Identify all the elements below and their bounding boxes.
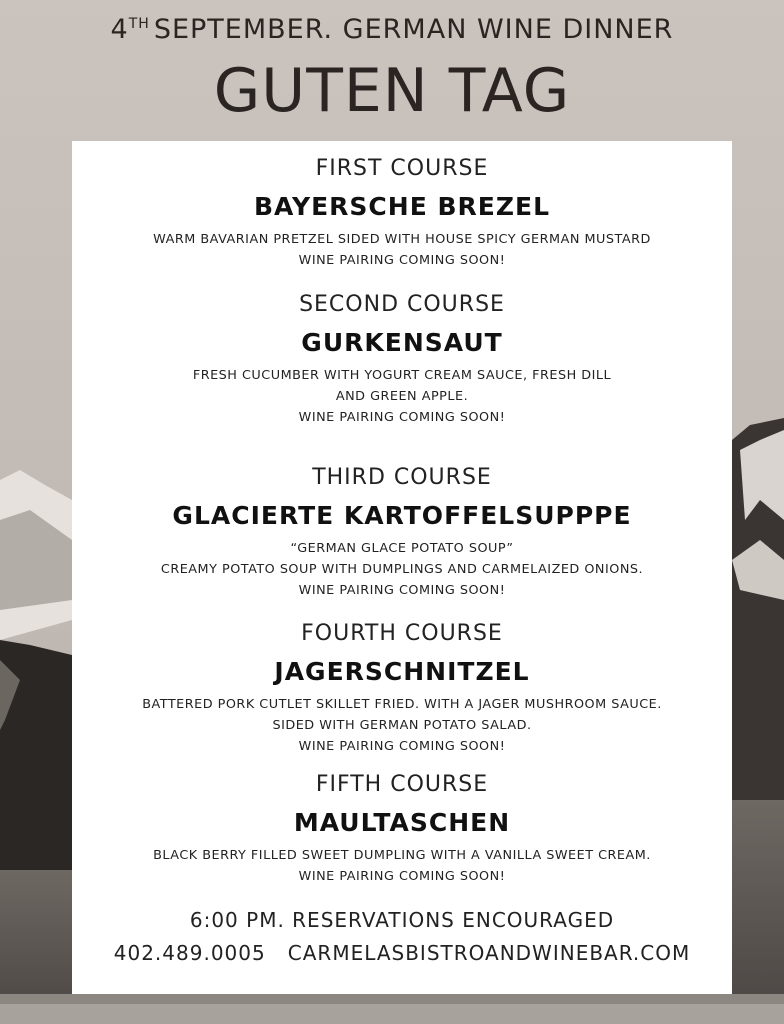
menu-card xyxy=(72,141,732,994)
course-5 xyxy=(72,771,732,887)
course-label: THIRD COURSE xyxy=(312,465,492,490)
dish-description: “GERMAN GLACE POTATO SOUP” xyxy=(290,541,514,556)
event-name: SEPTEMBER. GERMAN WINE DINNER xyxy=(153,14,674,45)
wine-pairing-note: WINE PAIRING COMING SOON! xyxy=(298,739,506,754)
course-4 xyxy=(72,620,732,757)
time-and-reservations: 6:00 PM. RESERVATIONS ENCOURAGED xyxy=(189,908,615,932)
dish-description: WARM BAVARIAN PRETZEL SIDED WITH HOUSE SPICY GERMAN MUSTARD xyxy=(153,232,651,247)
page-title: GUTEN TAG xyxy=(213,56,571,126)
course-label: FIFTH COURSE xyxy=(315,772,489,797)
course-label: FIRST COURSE xyxy=(315,156,489,181)
dish-name: JAGERSCHNITZEL xyxy=(274,657,530,686)
dish-description: BATTERED PORK CUTLET SKILLET FRIED. WITH A JAGER MUSHROOM SAUCE. xyxy=(142,697,662,712)
dish-name: BAYERSCHE BREZEL xyxy=(253,192,551,221)
wine-pairing-note: WINE PAIRING COMING SOON! xyxy=(298,253,506,268)
wine-pairing-note: WINE PAIRING COMING SOON! xyxy=(298,583,506,598)
dish-name: GURKENSAUT xyxy=(301,328,503,357)
course-3 xyxy=(72,464,732,601)
course-label: FOURTH COURSE xyxy=(301,621,503,646)
dish-name: GLACIERTE KARTOFFELSUPPPE xyxy=(172,501,632,530)
event-date-line xyxy=(0,14,784,45)
dish-description: AND GREEN APPLE. xyxy=(335,389,469,404)
contact-line: 402.489.0005 CARMELASBISTROANDWINEBAR.COM xyxy=(113,941,691,965)
course-label: SECOND COURSE xyxy=(299,292,505,317)
date-suffix: TH xyxy=(128,16,150,32)
wine-pairing-note: WINE PAIRING COMING SOON! xyxy=(298,410,506,425)
dish-name: MAULTASCHEN xyxy=(293,808,511,837)
dish-description: SIDED WITH GERMAN POTATO SALAD. xyxy=(272,718,532,733)
course-2 xyxy=(72,291,732,428)
dish-description: FRESH CUCUMBER WITH YOGURT CREAM SAUCE, FRESH DILL xyxy=(192,368,612,383)
dish-description: BLACK BERRY FILLED SWEET DUMPLING WITH A VANILLA SWEET CREAM. xyxy=(153,848,651,863)
course-1 xyxy=(72,155,732,271)
date-number: 4 xyxy=(110,14,129,45)
wine-pairing-note: WINE PAIRING COMING SOON! xyxy=(298,869,506,884)
dish-description: CREAMY POTATO SOUP WITH DUMPLINGS AND CARMELAIZED ONIONS. xyxy=(160,562,644,577)
